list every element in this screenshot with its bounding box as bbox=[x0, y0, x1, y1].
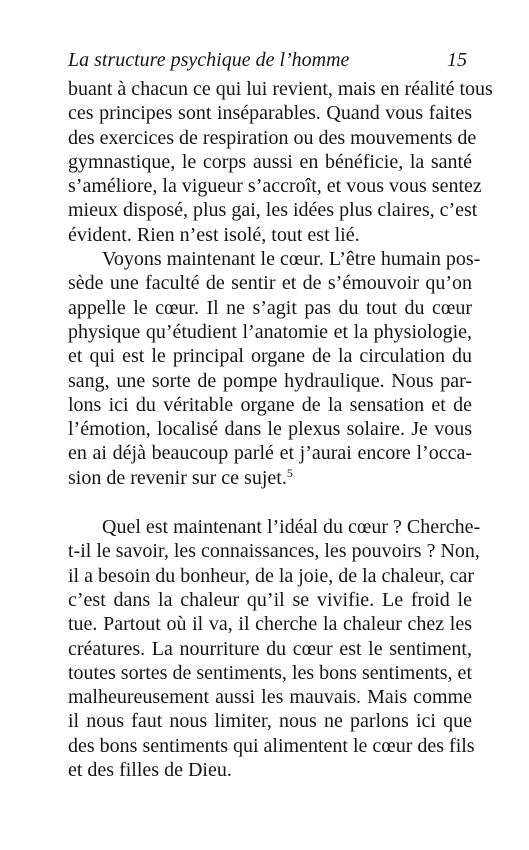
section-gap bbox=[68, 490, 472, 515]
text-line: gymnastique, le corps aussi en bénéficie, la santé bbox=[68, 150, 472, 173]
text-line: ces principes sont inséparables. Quand vous faites bbox=[68, 102, 472, 125]
book-page bbox=[68, 0, 493, 850]
footnote-ref[interactable]: 5 bbox=[286, 465, 293, 480]
text-line: des bons sentiments qui alimentent le cœur des fils bbox=[68, 734, 475, 757]
text-line: toutes sortes de sentiments, les bons sentiments, et bbox=[68, 661, 472, 684]
text-line: des exercices de respiration ou des mouvements de bbox=[68, 126, 477, 149]
text-line: s’améliore, la vigueur s’accroît, et vous vous sentez bbox=[68, 175, 482, 198]
text-line: sang, une sorte de pompe hydraulique. Nous par- bbox=[68, 369, 472, 392]
body-text bbox=[68, 77, 493, 782]
text-line: sède une faculté de sentir et de s’émouvoir qu’on bbox=[68, 272, 472, 295]
text-line: c’est dans la chaleur qu’il se vivifie. Le froid le bbox=[68, 588, 472, 611]
text-line: tue. Partout où il va, il cherche la chaleur chez les bbox=[68, 613, 472, 636]
text-line: il a besoin du bonheur, de la joie, de la chaleur, car bbox=[68, 564, 475, 587]
text-line: Quel est maintenant l’idéal du cœur ? Cherche- bbox=[102, 516, 481, 539]
text-line: créatures. La nourriture du cœur est le sentiment, bbox=[68, 637, 472, 660]
text-line: en ai déjà beaucoup parlé et j’aurai encore l’occa- bbox=[68, 442, 472, 465]
paragraph-ideal bbox=[68, 515, 481, 782]
text-line: et des filles de Dieu. bbox=[68, 759, 232, 782]
text-line: malheureusement aussi les mauvais. Mais comme bbox=[68, 686, 472, 709]
running-head bbox=[68, 47, 472, 73]
text-line: buant à chacun ce qui lui revient, mais en réalité tous bbox=[68, 78, 493, 100]
text-line: évident. Rien n’est isolé, tout est lié. bbox=[68, 223, 360, 246]
text-line: lons ici du véritable organe de la sensation et de bbox=[68, 393, 472, 416]
page-number: 15 bbox=[447, 49, 467, 71]
running-title: La structure psychique de l’homme bbox=[68, 49, 350, 71]
text-line: et qui est le principal organe de la circulation du bbox=[68, 345, 472, 368]
text-line: l’émotion, localisé dans le plexus solaire. Je vous bbox=[68, 418, 472, 441]
text-line: il nous faut nous limiter, nous ne parlons ici que bbox=[68, 710, 472, 733]
text-line-content: sion de revenir sur ce sujet. bbox=[68, 466, 287, 489]
text-line: Voyons maintenant le cœur. L’être humain pos- bbox=[102, 248, 481, 271]
text-line: physique qu’étudient l’anatomie et la physiologie, bbox=[68, 320, 472, 343]
text-line: mieux disposé, plus gai, les idées plus claires, c’est bbox=[68, 199, 478, 222]
paragraph-heart bbox=[68, 247, 481, 490]
paragraph-continued bbox=[68, 77, 493, 247]
text-line: t-il le savoir, les connaissances, les pouvoirs ? Non, bbox=[68, 540, 480, 563]
text-line bbox=[68, 466, 472, 490]
text-line: appelle le cœur. Il ne s’agit pas du tout du cœur bbox=[68, 296, 472, 319]
